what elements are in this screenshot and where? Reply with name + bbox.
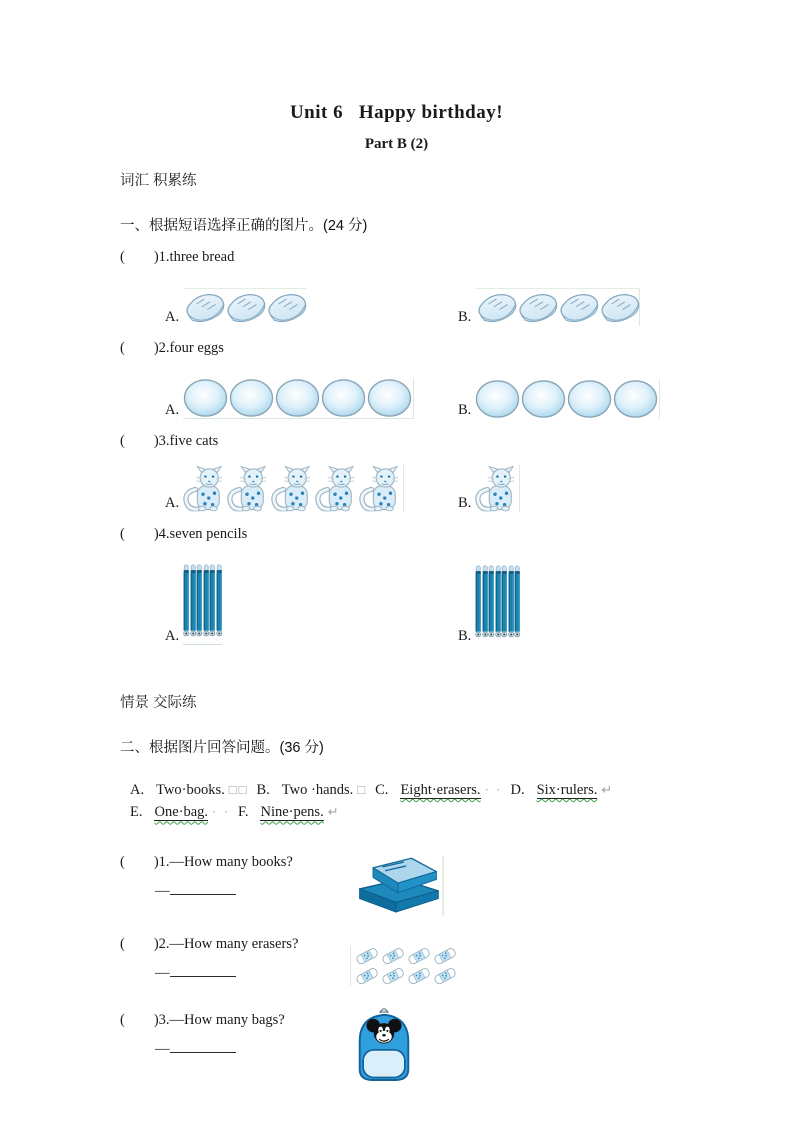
dialog-q1-answer-blank[interactable] [155, 881, 350, 900]
cat-icon [475, 465, 517, 512]
eraser-icon [432, 946, 458, 966]
dialog-q1 [120, 854, 793, 922]
q3-paren[interactable]: ( )3. [120, 1011, 170, 1028]
q1-image-row [120, 274, 793, 326]
dialog-section-tag: 情景 交际练 [120, 695, 197, 711]
q2-option-a[interactable] [120, 378, 458, 419]
vocab-q2 [120, 340, 793, 357]
vocab-q1 [120, 249, 793, 266]
two-books-image [350, 854, 446, 922]
option-f-text: Nine·pens. [260, 804, 324, 821]
answer-dash: — [155, 1040, 170, 1057]
bread-icon [598, 289, 642, 326]
eraser-icon [432, 966, 458, 986]
vocab-section-tag: 词汇 积累练 [120, 173, 197, 189]
answer-blank-line[interactable] [170, 963, 236, 977]
option-a-text: Two·books. [156, 782, 225, 798]
q3-option-a-label: A. [165, 495, 180, 511]
bread-icon [265, 289, 309, 326]
option-b-separator: □ [357, 782, 368, 797]
option-c-text: Eight·erasers. [400, 782, 481, 798]
q4-option-b-label: B. [458, 628, 472, 644]
option-e-text: One·bag. [154, 804, 209, 821]
answer-options [130, 779, 793, 824]
option-e-separator: · · [212, 804, 230, 820]
option-c-key: C. [375, 782, 389, 798]
page-subtitle: Part B (2) [364, 136, 429, 152]
eraser-icon [406, 966, 432, 986]
q1-phrase: three bread [169, 249, 235, 265]
egg-image-b [475, 379, 660, 419]
q2-option-b[interactable] [458, 379, 660, 419]
bread-image-b [475, 288, 640, 326]
egg-image-a [183, 378, 414, 419]
answer-options-line-1 [130, 779, 793, 801]
cat-icon [183, 465, 225, 512]
cat-icon [227, 465, 269, 512]
q2-question-text: —How many erasers? [169, 935, 299, 952]
option-f-key: F. [237, 804, 249, 821]
q2-paren[interactable]: ( )2. [120, 935, 170, 952]
dialog-q2-question [120, 936, 350, 953]
q3-option-a[interactable] [120, 465, 458, 512]
q1-option-b-label: B. [458, 309, 472, 325]
option-c-separator: · · [484, 782, 503, 797]
dialog-section-heading: 二、根据图片回答问题。(36 分) [120, 740, 324, 756]
q3-phrase: five cats [169, 433, 219, 449]
answer-blank-line[interactable] [170, 1039, 236, 1053]
q4-option-a[interactable] [120, 558, 458, 645]
bread-icon [224, 289, 268, 326]
egg-icon [321, 378, 366, 418]
egg-icon [613, 379, 658, 419]
option-d-text: Six·rulers. [536, 782, 598, 798]
cat-image-b [475, 465, 520, 512]
answer-dash: — [155, 882, 170, 899]
egg-icon [475, 379, 520, 419]
option-e-key: E. [130, 804, 143, 821]
eraser-grid [350, 946, 460, 986]
dialog-q3-question [120, 1012, 350, 1029]
vocab-section-heading: 一、根据短语选择正确的图片。(24 分) [120, 218, 368, 234]
q4-answer-paren[interactable]: ( )4. [120, 526, 170, 542]
q2-option-b-label: B. [458, 402, 472, 418]
eraser-icon [380, 946, 406, 966]
egg-icon [183, 378, 228, 418]
egg-icon [567, 379, 612, 419]
option-b-text: Two ·hands. [281, 782, 354, 798]
cat-icon [271, 465, 313, 512]
bread-image-a [183, 288, 306, 326]
q2-image-row [120, 369, 793, 419]
cat-image-a [183, 465, 404, 512]
q3-image-row [120, 460, 793, 512]
q4-option-a-label: A. [165, 628, 180, 644]
answer-options-line-2 [130, 801, 793, 823]
egg-icon [367, 378, 412, 418]
paragraph-mark-icon: ↵ [327, 804, 341, 820]
paragraph-mark-icon: ↵ [601, 782, 615, 797]
option-d-key: D. [510, 782, 525, 798]
q3-answer-paren[interactable]: ( )3. [120, 433, 170, 449]
option-a-separator: □□ [228, 782, 249, 797]
pencil-image-a [183, 558, 222, 645]
q1-option-a-label: A. [165, 309, 180, 325]
eraser-icon [354, 946, 380, 966]
eraser-icon [380, 966, 406, 986]
q3-option-b-label: B. [458, 495, 472, 511]
books-icon [350, 854, 446, 922]
pencil-image-b [475, 559, 521, 645]
dialog-q2 [120, 936, 793, 986]
q4-image-row [120, 553, 793, 645]
mickey-backpack-image [350, 1012, 418, 1086]
egg-icon [521, 379, 566, 419]
q3-question-text: —How many bags? [169, 1011, 285, 1028]
bread-icon [516, 289, 560, 326]
cat-icon [359, 465, 401, 512]
q1-question-text: —How many books? [169, 853, 293, 870]
backpack-icon [350, 1004, 418, 1086]
option-b-key: B. [256, 782, 270, 798]
q2-option-a-label: A. [165, 402, 180, 418]
q1-answer-paren[interactable]: ( )1. [120, 249, 170, 265]
eraser-icon [354, 966, 380, 986]
dialog-q1-text [120, 854, 350, 900]
vocab-q4 [120, 526, 793, 543]
cat-icon [315, 465, 357, 512]
bread-icon [183, 289, 227, 326]
q1-option-b[interactable] [458, 288, 640, 326]
bread-icon [475, 289, 519, 326]
dialog-q3-text [120, 1012, 350, 1058]
q2-answer-paren[interactable]: ( )2. [120, 340, 170, 356]
bread-icon [557, 289, 601, 326]
page-title: Unit 6 Happy birthday! [289, 102, 504, 123]
dialog-q3 [120, 1012, 793, 1086]
dialog-q2-text [120, 936, 350, 982]
q2-phrase: four eggs [169, 340, 224, 356]
option-a-key: A. [130, 782, 145, 798]
q3-option-b[interactable] [458, 465, 520, 512]
q1-option-a[interactable] [120, 288, 458, 326]
dialog-q1-question [120, 854, 350, 871]
pencil-icon [514, 559, 521, 645]
vocab-q3 [120, 433, 793, 450]
q4-option-b[interactable] [458, 559, 521, 645]
eraser-icon [406, 946, 432, 966]
answer-dash: — [155, 964, 170, 981]
q1-paren[interactable]: ( )1. [120, 853, 170, 870]
answer-blank-line[interactable] [170, 881, 236, 895]
dialog-q3-answer-blank[interactable] [155, 1039, 350, 1058]
pencil-icon [216, 558, 223, 644]
eight-erasers-image [350, 936, 460, 986]
dialog-q2-answer-blank[interactable] [155, 963, 350, 982]
q4-phrase: seven pencils [169, 526, 248, 542]
egg-icon [275, 378, 320, 418]
egg-icon [229, 378, 274, 418]
